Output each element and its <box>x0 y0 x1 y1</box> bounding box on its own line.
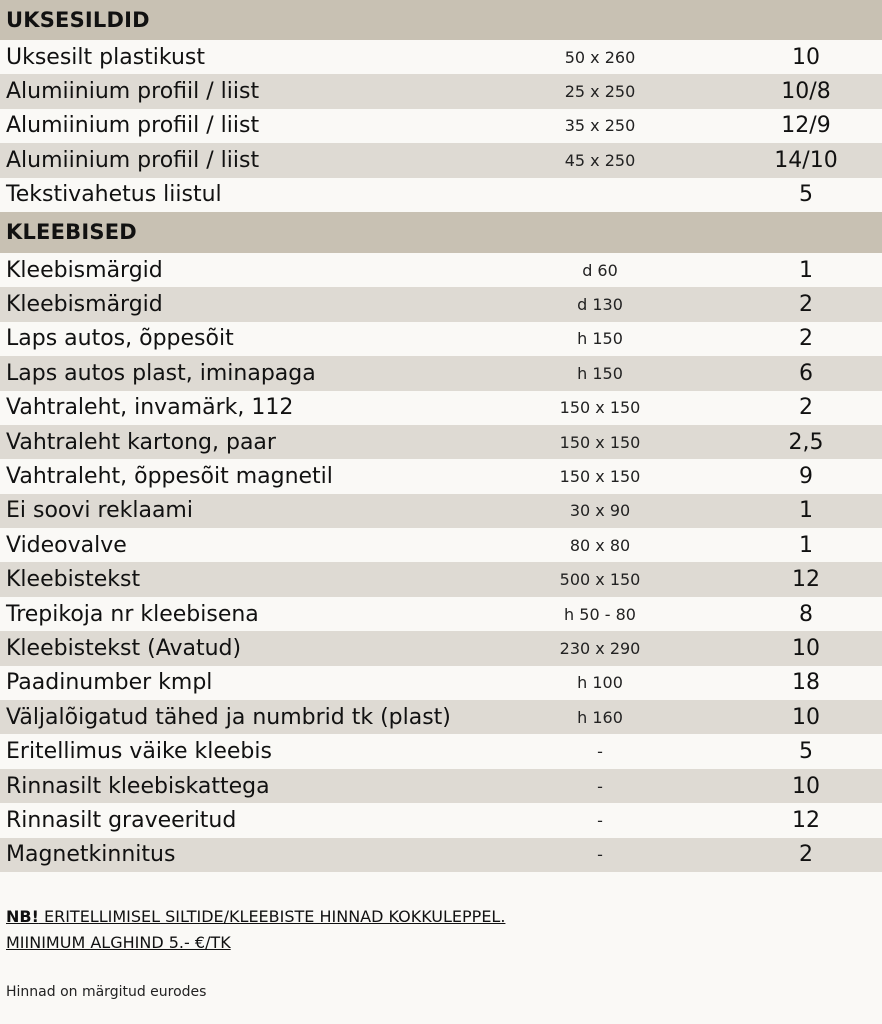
item-price: 5 <box>799 739 813 765</box>
item-price: 8 <box>799 601 813 627</box>
item-name: Tekstivahetus liistul <box>6 182 222 208</box>
item-name: Vahtraleht kartong, paar <box>6 429 276 455</box>
table-row <box>0 700 882 734</box>
item-price: 9 <box>799 463 813 489</box>
item-name: Laps autos plast, iminapaga <box>6 360 316 386</box>
table-row <box>0 253 882 287</box>
table-row <box>0 597 882 631</box>
table-row <box>0 322 882 356</box>
item-size: 25 x 250 <box>564 82 636 102</box>
item-size: - <box>597 810 603 830</box>
note-minimum-price: MIINIMUM ALGHIND 5.- €/TK <box>6 933 231 952</box>
item-price: 18 <box>792 670 820 696</box>
item-price: 10/8 <box>781 79 831 105</box>
section-header: KLEEBISED <box>0 212 882 253</box>
item-size: h 50 - 80 <box>564 604 636 624</box>
table-row <box>0 425 882 459</box>
item-size: h 160 <box>577 707 623 727</box>
item-name: Eritellimus väike kleebis <box>6 739 272 765</box>
item-size: 500 x 150 <box>559 570 641 590</box>
item-name: Magnetkinnitus <box>6 842 176 868</box>
item-price: 12 <box>792 807 820 833</box>
table-row <box>0 494 882 528</box>
table-row <box>0 74 882 108</box>
note-special-orders-text: ERITELLIMISEL SILTIDE/KLEEBISTE HINNAD KOKKULEPPEL. <box>38 907 506 926</box>
table-row <box>0 803 882 837</box>
item-size: 150 x 150 <box>559 432 641 452</box>
item-name: Videovalve <box>6 532 127 558</box>
item-size: 150 x 150 <box>559 466 641 486</box>
item-price: 1 <box>799 257 813 283</box>
item-size: 230 x 290 <box>559 638 641 658</box>
item-price: 2 <box>799 842 813 868</box>
table-row <box>0 666 882 700</box>
section-header: UKSESILDID <box>0 0 882 40</box>
item-size: 35 x 250 <box>564 116 636 136</box>
note-special-orders <box>6 904 866 930</box>
item-name: Alumiinium profiil / liist <box>6 113 260 139</box>
item-price: 12/9 <box>781 113 831 139</box>
item-name: Paadinumber kmpl <box>6 670 213 696</box>
item-name: Rinnasilt kleebiskattega <box>6 773 270 799</box>
item-size: - <box>597 776 603 796</box>
item-size: 150 x 150 <box>559 398 641 418</box>
item-price: 14/10 <box>774 147 838 173</box>
item-size: - <box>597 845 603 865</box>
item-price: 12 <box>792 567 820 593</box>
item-name: Kleebistekst <box>6 567 141 593</box>
item-size: d 60 <box>582 260 618 280</box>
item-price: 2 <box>799 326 813 352</box>
table-row <box>0 287 882 321</box>
item-name: Ei soovi reklaami <box>6 498 193 524</box>
item-name: Alumiinium profiil / liist <box>6 79 260 105</box>
item-name: Kleebismärgid <box>6 257 163 283</box>
note-nb-label: NB! <box>6 907 39 926</box>
table-row <box>0 562 882 596</box>
item-size: 80 x 80 <box>569 535 631 555</box>
item-size: 45 x 250 <box>564 150 636 170</box>
item-name: Vahtraleht, õppesõit magnetil <box>6 463 333 489</box>
item-name: Rinnasilt graveeritud <box>6 807 237 833</box>
item-price: 2,5 <box>788 429 824 455</box>
table-row <box>0 838 882 872</box>
item-name: Vahtraleht, invamärk, 112 <box>6 395 294 421</box>
item-name: Alumiinium profiil / liist <box>6 147 260 173</box>
item-price: 1 <box>799 498 813 524</box>
item-size: 30 x 90 <box>569 501 631 521</box>
currency-note: Hinnad on märgitud eurodes <box>6 984 207 1000</box>
item-size: d 130 <box>577 295 623 315</box>
table-row <box>0 391 882 425</box>
item-name: Trepikoja nr kleebisena <box>6 601 259 627</box>
item-price: 10 <box>792 704 820 730</box>
item-size: 50 x 260 <box>564 47 636 67</box>
item-size: h 100 <box>577 673 623 693</box>
table-row <box>0 631 882 665</box>
table-row <box>0 40 882 74</box>
item-size: h 150 <box>577 363 623 383</box>
table-row <box>0 109 882 143</box>
item-size: h 150 <box>577 329 623 349</box>
table-row <box>0 356 882 390</box>
table-row <box>0 528 882 562</box>
table-row <box>0 734 882 768</box>
table-row <box>0 459 882 493</box>
item-name: Kleebismärgid <box>6 292 163 318</box>
item-price: 5 <box>799 182 813 208</box>
item-name: Kleebistekst (Avatud) <box>6 635 242 661</box>
item-price: 10 <box>792 635 820 661</box>
table-row <box>0 178 882 212</box>
notes <box>6 904 866 956</box>
item-name: Uksesilt plastikust <box>6 44 205 70</box>
item-price: 1 <box>799 532 813 558</box>
item-price: 10 <box>792 773 820 799</box>
item-price: 2 <box>799 395 813 421</box>
item-name: Laps autos, õppesõit <box>6 326 234 352</box>
item-price: 6 <box>799 360 813 386</box>
item-price: 2 <box>799 292 813 318</box>
table-row <box>0 769 882 803</box>
item-price: 10 <box>792 44 820 70</box>
table-row <box>0 143 882 177</box>
item-name: Väljalõigatud tähed ja numbrid tk (plast) <box>6 704 451 730</box>
item-size: - <box>597 742 603 762</box>
